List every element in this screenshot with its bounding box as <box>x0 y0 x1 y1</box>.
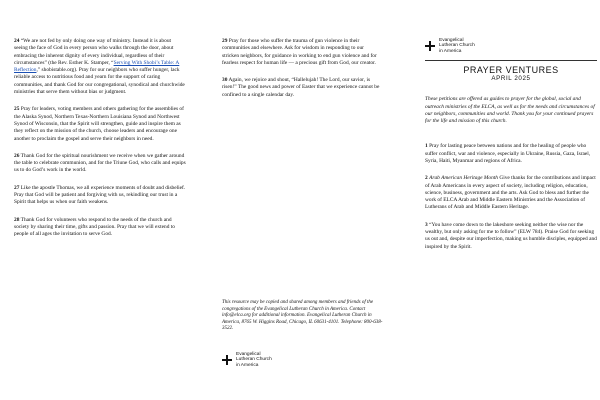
petition-number: 26 <box>14 152 20 159</box>
petition-text: Like the apostle Thomas, we all experience moments of doubt and disbelief. Pray that God will be patient and forgiving with us, rekindling our trust in a Spirit that helps us when our faith weakens. <box>14 184 186 206</box>
petition-1 <box>425 143 597 165</box>
petition-text: “You have come down to the lakeshore seeking neither the wise nor the wealthy, but only asking for me to follow” (ELW 784). Praise God for seeking us out and, despite our imperfection, making us humble disciples, equipped and inspired by the Spirit. <box>425 221 597 250</box>
page-title: PRAYER VENTURES <box>463 65 559 76</box>
petition-text: Thank God for volunteers who respond to the needs of the church and society by sharing their time, gifts and passion. Pray that we will extend to people of all ages the invitation to serve God. <box>14 216 175 238</box>
logo-text: Evangelical Lutheran Church in America <box>236 352 272 368</box>
petition-text: Pray for those who suffer the trauma of gun violence in their communities and elsewhere. Ask for wisdom in responding to our stricken neighbors, for guidance in working to end gun violence and for fearless respect for human life — a precious gift from God, our creator. <box>222 38 377 66</box>
petition-text: Pray for leaders, voting members and others gathering for the assemblies of the Alaska Synod, Northern Texas-Northern Louisiana Synod and Northwest Synod of Wisconsin, that the Spirit will strengthen, guide and inspire them as they reflect on the mission of the church, choose leaders and encourage one another to proclaim the gospel and serve their neighbors in need. <box>14 106 184 142</box>
petition-27 <box>14 185 186 207</box>
cross-icon <box>222 355 232 365</box>
petition-3 <box>425 222 597 251</box>
petition-26 <box>14 153 186 175</box>
elca-logo-footer <box>222 352 272 368</box>
petition-text: Again, we rejoice and shout, “Hallelujah! The Lord, our savior, is risen!” The good news and power of Easter that we experience cannot be confined to a single calendar day. <box>222 77 380 98</box>
logo-text: Evangelical Lutheran Church in America <box>439 38 475 54</box>
petition-number: 24 <box>14 38 20 44</box>
shobis-table-link[interactable]: Serving With Shobi’s Table: A Reflection <box>14 59 180 74</box>
petition-text: “We are not fed by only doing one way of ministry. Instead it is about seeing the face of God in every person who walks through the door, about embracing the inherent dignity of every individual, regardless of their circumstances” (the Rev. Esther K. Stamper, “ <box>14 38 174 66</box>
petition-number: 25 <box>14 106 20 113</box>
petition-heading: Arab American Heritage Month <box>429 175 498 182</box>
page-subtitle: APRIL 2025 <box>491 75 531 83</box>
elca-logo-header <box>425 38 597 54</box>
petition-number: 2 <box>425 175 428 182</box>
intro-paragraph: These petitions are offered as guides to prayer for the global, social and outreach ministries of the ELCA, as well as for the needs and circumstances of our neighbors, communities and world. Thank you for your continued prayers for the life and mission of this church. <box>425 96 595 125</box>
petition-text: ,” shobistable.org). Pray for our neighbors who suffer hunger, lack reliable access to nutritious food and yearn for the support of caring communities, and thank God for our congregational, synodical and churchwide ministries that serve them without bias or judgment. <box>14 67 185 96</box>
petition-24 <box>14 38 186 96</box>
divider <box>425 60 597 61</box>
petition-number: 28 <box>14 216 20 223</box>
petition-number: 27 <box>14 184 20 191</box>
petition-25 <box>14 106 186 142</box>
petition-number: 1 <box>425 143 428 150</box>
petition-text: Give thanks for the contributions and impact of Arab Americans in every aspect of society, including religion, education, science, business, government and the arts. Ask God to bless and further the work of ELCA Arab and Middle Eastern Ministries and the Association of Lutherans of Arab and Middle Eastern Heritage. <box>425 175 596 211</box>
petition-28 <box>14 217 186 239</box>
cross-icon <box>425 41 435 51</box>
petition-number: 29 <box>222 38 228 44</box>
petition-text: Thank God for the spiritual nourishment we receive when we gather around the table to celebrate communion, and for the Triune God, who calls and equips us to do God’s work in the world. <box>14 152 186 174</box>
left-column <box>14 38 186 249</box>
petition-text: Pray for lasting peace between nations and for the healing of people who suffer conflict, war and violence, especially in Ukraine, Russia, Gaza, Israel, Syria, Haiti, Myanmar and regions of Africa. <box>425 143 591 164</box>
petition-30 <box>222 77 382 99</box>
copyright-note: This resource may be copied and shared among members and friends of the congregations of the Evangelical Lutheran Church in America. Contact info@elca.org for additional information. Evangelical Lutheran Church in America, 8765 W. Higgins Road, Chicago, IL 60631-4101. Telephone: 800-638-3522. <box>222 300 383 332</box>
petition-number: 3 <box>425 221 428 228</box>
middle-column <box>222 38 382 109</box>
petition-29 <box>222 38 382 67</box>
right-column <box>425 38 597 261</box>
petition-2 <box>425 175 597 211</box>
petition-number: 30 <box>222 77 228 84</box>
